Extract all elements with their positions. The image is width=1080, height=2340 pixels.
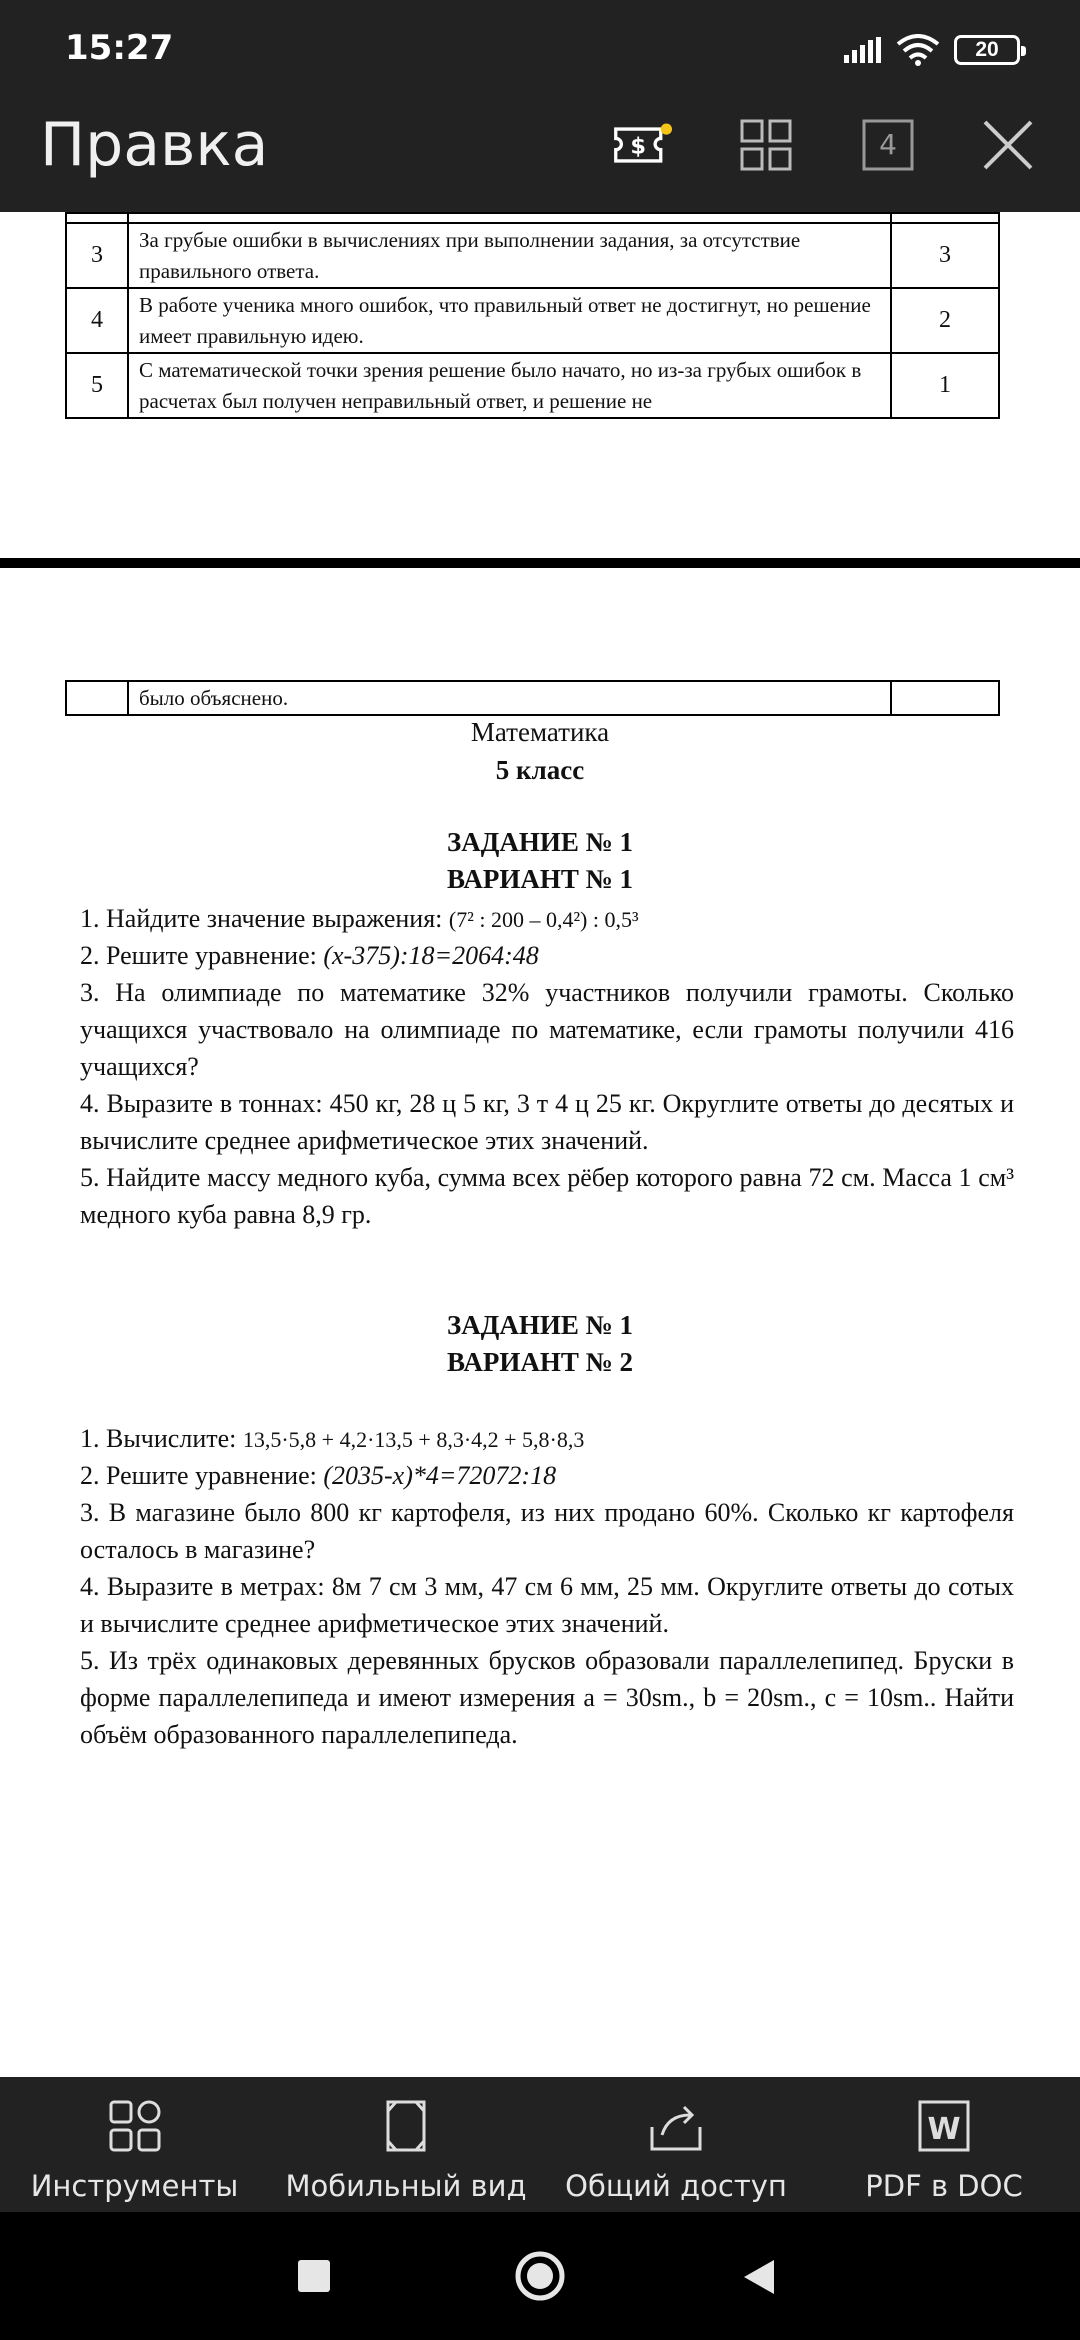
close-icon[interactable] — [978, 115, 1038, 175]
wifi-icon — [896, 34, 940, 66]
task-formula: 13,5·5,8 + 4,2·13,5 + 8,3·4,2 + 5,8·8,3 — [242, 1427, 585, 1452]
table-row — [66, 353, 999, 418]
task-formula: (2035-x)*4=72072:18 — [323, 1461, 557, 1490]
grid-view-icon[interactable] — [736, 115, 796, 175]
task-title-v2: ЗАДАНИЕ № 1 — [447, 1310, 633, 1340]
task-item-v1-5: 5. Найдите массу медного куба, сумма всех рёбер которого равна 72 см. Масса 1 см³ медного куба равна 8,9 гр. — [80, 1163, 1014, 1229]
svg-text:$: $ — [630, 133, 647, 160]
grade-title: 5 класс — [495, 755, 585, 785]
svg-text:W: W — [927, 2112, 961, 2147]
share-label: Общий доступ — [565, 2169, 787, 2203]
mobile-view-icon — [384, 2099, 428, 2153]
variant-title-v2: ВАРИАНТ № 2 — [447, 1347, 633, 1377]
row-number: 5 — [66, 353, 128, 418]
sell-pdf-icon[interactable] — [612, 115, 672, 175]
criteria-table-continued — [65, 680, 1000, 716]
tools-label: Инструменты — [30, 2169, 239, 2203]
mobile-view-label: Мобильный вид — [285, 2169, 527, 2203]
back-button[interactable] — [742, 2258, 776, 2296]
task-text: 2. Решите уравнение: — [80, 1461, 324, 1490]
document-view[interactable] — [0, 212, 1080, 2077]
criteria-table-top — [65, 212, 1000, 419]
table-row — [66, 213, 999, 223]
task-formula: (7² : 200 – 0,4²) : 0,5³ — [448, 907, 639, 932]
task-item-v2-5: 5. Из трёх одинаковых деревянных брусков образовали параллелепипед. Бруски в форме параллелепипеда и имеют измерения a = 30sm., b = 20sm., c = 10sm.. Найти объём образованного параллелепипеда. — [80, 1646, 1014, 1749]
task-item-v1-2 — [80, 937, 1014, 974]
tools-button[interactable] — [22, 2077, 247, 2212]
row-score — [891, 681, 999, 715]
row-score: 2 — [891, 288, 999, 353]
row-score: 1 — [891, 353, 999, 418]
page-count-icon[interactable] — [858, 115, 918, 175]
row-number — [66, 681, 128, 715]
share-button[interactable] — [565, 2077, 787, 2212]
task-item-v1-3: 3. На олимпиаде по математике 32% участников получили грамоты. Сколько учащихся участвовало на олимпиаде по математике, если грамоты получили 416 учащихся? — [80, 978, 1014, 1081]
word-icon — [917, 2099, 971, 2153]
signal-icon — [844, 37, 882, 63]
task-formula: (x-375):18=2064:48 — [323, 941, 539, 970]
table-row — [66, 681, 999, 715]
battery-icon — [954, 35, 1020, 65]
tools-icon — [108, 2099, 162, 2153]
bottom-toolbar — [0, 2077, 1080, 2212]
recents-button[interactable] — [298, 2260, 330, 2292]
row-score: 3 — [891, 223, 999, 288]
variant-title-v1: ВАРИАНТ № 1 — [447, 864, 633, 894]
task-title-v1: ЗАДАНИЕ № 1 — [447, 827, 633, 857]
battery-level: 20 — [975, 38, 999, 61]
share-icon — [646, 2099, 706, 2153]
task-item-v2-2 — [80, 1457, 1014, 1494]
task-item-v2-1 — [80, 1420, 1014, 1458]
status-icons — [844, 30, 1020, 70]
task-text: 1. Найдите значение выражения: — [80, 904, 449, 933]
table-row — [66, 223, 999, 288]
pdf-to-doc-label: PDF в DOC — [865, 2169, 1023, 2203]
row-text: В работе ученика много ошибок, что правильный ответ не достигнут, но решение имеет правильную идею. — [128, 288, 891, 353]
subject-title: Математика — [470, 717, 610, 747]
status-time: 15:27 — [65, 28, 174, 68]
app-title[interactable]: Правка — [40, 110, 269, 180]
page-separator — [0, 558, 1080, 568]
task-item-v1-4: 4. Выразите в тоннах: 450 кг, 28 ц 5 кг, 3 т 4 ц 25 кг. Округлите ответы до десятых и вычислите среднее арифметическое этих значений. — [80, 1089, 1014, 1155]
page-count: 4 — [879, 128, 897, 161]
home-button[interactable] — [514, 2250, 566, 2302]
pdf-to-doc-button[interactable] — [858, 2077, 1030, 2212]
task-item-v2-4: 4. Выразите в метрах: 8м 7 см 3 мм, 47 см 6 мм, 25 мм. Округлите ответы до сотых и вычислите среднее арифметическое этих значений. — [80, 1572, 1014, 1638]
system-nav-bar — [0, 2212, 1080, 2340]
mobile-view-button[interactable] — [285, 2077, 527, 2212]
task-item-v2-3: 3. В магазине было 800 кг картофеля, из них продано 60%. Сколько кг картофеля осталось в магазине? — [80, 1498, 1014, 1564]
row-text: За грубые ошибки в вычислениях при выполнении задания, за отсутствие правильного ответа. — [128, 223, 891, 288]
task-text: 2. Решите уравнение: — [80, 941, 324, 970]
task-text: 1. Вычислите: — [80, 1424, 243, 1453]
row-text: было объяснено. — [128, 681, 891, 715]
table-row — [66, 288, 999, 353]
row-number: 3 — [66, 223, 128, 288]
row-text: С математической точки зрения решение было начато, но из-за грубых ошибок в расчетах был получен неправильный ответ, и решение не — [128, 353, 891, 418]
row-number: 4 — [66, 288, 128, 353]
top-app-bar — [0, 0, 1080, 212]
task-item-v1-1 — [80, 900, 1014, 938]
